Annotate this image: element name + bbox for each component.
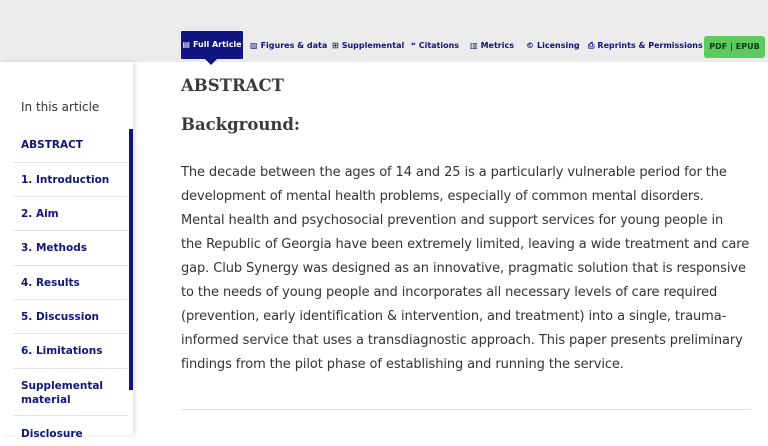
toc-item-label: 4. Results	[21, 277, 80, 289]
abstract-text-line: Mental health and psychosocial prevention and support services for young people in	[181, 213, 724, 228]
plus-box-icon: ⊞	[332, 41, 339, 50]
toc-item-discussion[interactable]	[13, 300, 128, 334]
toc-item-label: 3. Methods	[21, 242, 87, 254]
toc-scroll-indicator	[129, 129, 133, 390]
toc-item-disclosure[interactable]	[13, 416, 128, 446]
tab-figures-data[interactable]	[250, 33, 327, 59]
toc-item-limitations[interactable]	[13, 334, 128, 369]
toc-item-label: Supplemental material	[21, 380, 104, 406]
tab-reprints-permissions[interactable]	[588, 33, 703, 59]
tab-label: Supplemental	[341, 41, 405, 50]
tab-citations[interactable]	[411, 33, 459, 59]
abstract-text-line: (prevention, early identification & intervention, and treatment) into a single, trauma-	[181, 309, 727, 324]
tab-label: Citations	[418, 41, 460, 50]
abstract-text-line: the Republic of Georgia have been extremely limited, leaving a wide treatment and care	[181, 237, 750, 252]
toc-item-label: Disclosure	[21, 428, 83, 440]
abstract-text-line: gap. Club Synergy was designed as an innovative, pragmatic solution that is responsive	[181, 261, 746, 276]
toc-item-label: 5. Discussion	[21, 311, 100, 323]
abstract-text-line: informed service that uses a transdiagnostic approach. This paper presents preliminary	[181, 333, 743, 348]
toc-item-label: 1. Introduction	[21, 174, 110, 186]
tab-licensing[interactable]	[526, 33, 580, 59]
active-tab-caret	[205, 59, 217, 65]
tab-metrics[interactable]	[470, 33, 514, 59]
tab-supplemental[interactable]	[332, 33, 404, 59]
toc-item-label: ABSTRACT	[21, 139, 83, 151]
toc-item-abstract[interactable]	[13, 129, 128, 163]
abstract-text-line: to the needs of young people and incorporates all necessary levels of care required	[181, 285, 718, 300]
toc-item-label: 6. Limitations	[21, 345, 103, 357]
tab-label: Full Article	[192, 40, 242, 49]
toc-item-label: 2. Aim	[21, 208, 59, 220]
toc-item-supplemental-material[interactable]	[13, 369, 128, 416]
tab-label: Licensing	[537, 41, 580, 50]
subsection-heading: Background:	[181, 115, 300, 134]
bar-chart-icon: ▥	[470, 41, 478, 50]
abstract-text-line: findings from the pilot phase of establishing and running the service.	[181, 357, 624, 372]
toc-item-introduction[interactable]	[13, 163, 128, 197]
printer-icon: ⎙	[588, 41, 595, 50]
pdf-epub-button[interactable]: PDF | EPUB	[704, 36, 765, 58]
tab-full-article[interactable]	[181, 31, 243, 59]
section-heading: ABSTRACT	[181, 76, 284, 95]
sidebar-title: In this article	[21, 100, 100, 114]
image-icon: ▨	[250, 41, 258, 50]
quote-icon: ❝	[411, 41, 416, 50]
tab-label: Reprints & Permissions	[597, 41, 703, 50]
section-divider	[181, 409, 751, 410]
tab-label: Metrics	[480, 41, 514, 50]
copyright-icon: ©	[526, 41, 534, 50]
toc-item-methods[interactable]	[13, 231, 128, 266]
toc-item-aim[interactable]	[13, 197, 128, 231]
abstract-text-line: The decade between the ages of 14 and 25 is a particularly vulnerable period for the	[181, 165, 727, 180]
tab-label: Figures & data	[260, 41, 328, 50]
document-icon: ▤	[182, 40, 190, 49]
abstract-text-line: development of mental health problems, especially of common mental disorders.	[181, 189, 704, 204]
toc-item-results[interactable]	[13, 266, 128, 300]
